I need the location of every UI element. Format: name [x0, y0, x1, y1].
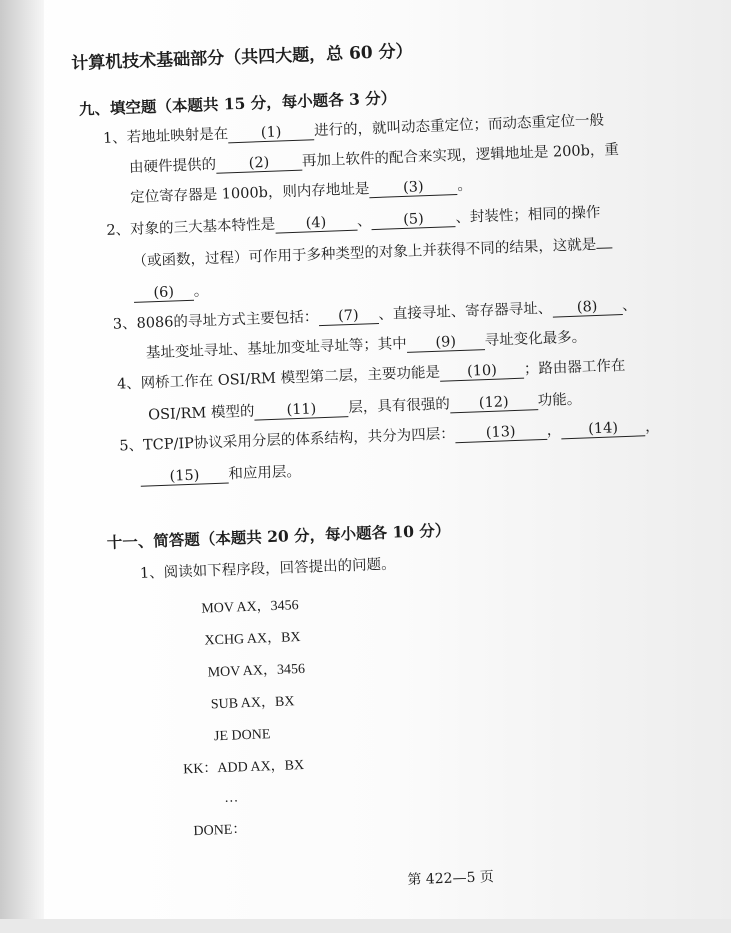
- q4-text-e: 功能。: [537, 391, 582, 410]
- code-line-2: XCHG AX，BX: [204, 630, 301, 649]
- q1-line1: [103, 112, 605, 148]
- code-line-5: JE DONE: [213, 727, 271, 745]
- q2-line1: [106, 204, 601, 240]
- q3-line1: [113, 296, 637, 333]
- blank-12: (12): [450, 393, 539, 413]
- q5-line2: [140, 463, 301, 487]
- q1-text-a: 1、若地址映射是在: [102, 126, 229, 147]
- q5-text-a: 5、TCP/IP协议采用分层的体系结构，共分为四层：: [119, 426, 456, 455]
- blank-9: (9): [406, 333, 485, 353]
- blank-5: (5): [371, 210, 456, 230]
- q4-text-c: OSI/RM 模型的: [147, 403, 255, 424]
- blank-7: (7): [318, 307, 379, 326]
- q2-text-c: 、封装性；相同的操作: [455, 204, 601, 227]
- q3-text-d: 基址变址寻址、基址加变址寻址等；其中: [145, 335, 408, 362]
- code-line-1: MOV AX，3456: [201, 598, 299, 617]
- code-line-7: …: [224, 790, 239, 806]
- q1-text-d: 再加上软件的配合来实现，逻辑地址是 200b，重: [301, 142, 620, 170]
- blank-11: (11): [254, 400, 349, 420]
- q1-text-c: 由硬件提供的: [128, 156, 217, 176]
- q1-text-f: 。: [457, 177, 473, 194]
- q5-line1: [119, 418, 660, 456]
- q2-text-e: 。: [193, 283, 209, 300]
- q3-text-a: 3、8086的寻址方式主要包括：: [112, 309, 319, 333]
- blank-14: (14): [561, 419, 646, 439]
- q3-line2: [146, 328, 587, 362]
- q3-text-b: 、直接寻址、寄存器寻址、: [378, 300, 553, 323]
- q1-line2: [129, 141, 619, 177]
- blank-8: (8): [552, 298, 623, 318]
- blank-6-lead: [596, 247, 612, 249]
- blank-2: (2): [216, 154, 303, 174]
- blank-13: (13): [454, 423, 547, 443]
- section-11-title: 十一、简答题（本题共 20 分，每小题各 10 分）: [106, 520, 451, 553]
- q2-text-a: 2、对象的三大基本特性是: [106, 216, 276, 239]
- blank-10: (10): [440, 362, 525, 382]
- q4-text-b: ；路由器工作在: [523, 357, 626, 378]
- q2-text-d: （或函数，过程）可作用于多种类型的对象上并获得不同的结果，这就是: [132, 236, 597, 270]
- q3-text-e: 寻址变化最多。: [484, 329, 587, 350]
- q5-text-b: ，: [546, 422, 562, 439]
- q1-text-b: 进行的，就叫动态重定位；而动态重定位一般: [313, 112, 605, 140]
- code-line-6: KK：ADD AX，BX: [182, 757, 305, 778]
- code-line-4: SUB AX，BX: [210, 694, 295, 713]
- short-answer-q1: 1、阅读如下程序段，回答提出的问题。: [139, 556, 396, 582]
- q4-text-d: 层，具有很强的: [348, 396, 451, 417]
- q3-text-c: 、: [621, 297, 637, 315]
- blank-6: (6): [133, 284, 194, 303]
- q4-text-a: 4、网桥工作在 OSI/RM 模型第二层，主要功能是: [116, 364, 441, 393]
- blank-1: (1): [228, 123, 315, 143]
- code-line-8: DONE：: [193, 822, 247, 840]
- blank-4: (4): [275, 214, 358, 234]
- q5-text-d: 和应用层。: [228, 463, 302, 483]
- q5-text-c: ，: [644, 418, 660, 436]
- blank-15: (15): [140, 467, 229, 487]
- section-header: 计算机技术基础部分（共四大题，总 60 分）: [70, 41, 413, 75]
- q2-line3: [133, 282, 208, 303]
- q2-text-b: 、: [356, 213, 372, 230]
- q4-line2: [148, 391, 582, 425]
- code-line-3: MOV AX，3456: [207, 661, 306, 681]
- q1-text-e: 定位寄存器是 1000b，则内存地址是: [129, 181, 370, 206]
- page-number: 第 422—5 页: [407, 869, 495, 889]
- section-9-title: 九、填空题（本题共 15 分，每小题各 3 分）: [78, 88, 397, 119]
- q1-line3: [130, 176, 472, 207]
- q4-line1: [117, 357, 626, 394]
- blank-3: (3): [369, 178, 458, 198]
- q2-line2: [132, 235, 612, 271]
